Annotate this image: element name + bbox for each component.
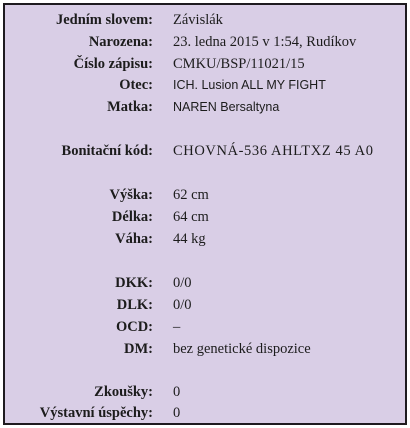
field-label: Narozena: <box>88 34 153 50</box>
field-label: Jedním slovem: <box>55 12 153 28</box>
row-length <box>5 206 405 228</box>
row-ocd <box>5 316 405 338</box>
field-label: Otec: <box>119 77 153 93</box>
field-label: Výška: <box>109 187 153 203</box>
field-value: bez genetické dispozice <box>173 341 311 357</box>
row-dlk <box>5 294 405 316</box>
row-height <box>5 184 405 206</box>
field-label: DLK: <box>116 297 153 313</box>
field-label: Výstavní úspěchy: <box>39 405 153 421</box>
field-label: Váha: <box>115 231 153 247</box>
field-value: 0 <box>173 405 181 421</box>
field-value: 23. ledna 2015 v 1:54, Rudíkov <box>173 34 357 50</box>
field-value: 0 <box>173 384 181 400</box>
field-value: – <box>173 319 181 335</box>
field-value: 62 cm <box>173 187 209 203</box>
field-label: Číslo zápisu: <box>73 56 153 72</box>
row-born <box>5 31 405 53</box>
row-father <box>5 74 405 96</box>
field-value: 0/0 <box>173 275 192 291</box>
row-registration-number <box>5 53 405 75</box>
field-label: DKK: <box>115 275 153 291</box>
field-label: Matka: <box>107 99 153 115</box>
row-weight <box>5 228 405 250</box>
field-label: Délka: <box>111 209 153 225</box>
field-label: DM: <box>124 341 153 357</box>
row-exams <box>5 381 405 403</box>
row-dm <box>5 338 405 360</box>
row-breeding-code <box>5 140 405 162</box>
field-value: CMKU/BSP/11021/15 <box>173 56 305 72</box>
row-show-results <box>5 402 405 424</box>
field-label: OCD: <box>115 319 153 335</box>
field-value: 64 cm <box>173 209 209 225</box>
field-value: ICH. Lusion ALL MY FIGHT <box>173 78 326 92</box>
row-mother <box>5 96 405 118</box>
field-value: NAREN Bersaltyna <box>173 100 280 114</box>
row-dkk <box>5 272 405 294</box>
field-value: CHOVNÁ-536 AHLTXZ 45 A0 <box>173 143 374 159</box>
field-value: Závislák <box>173 12 223 28</box>
field-label: Zkoušky: <box>94 384 153 400</box>
field-label: Bonitační kód: <box>61 143 153 159</box>
field-value: 44 kg <box>173 231 206 247</box>
row-one-word <box>5 9 405 31</box>
field-value: 0/0 <box>173 297 192 313</box>
dog-info-panel <box>3 3 407 425</box>
